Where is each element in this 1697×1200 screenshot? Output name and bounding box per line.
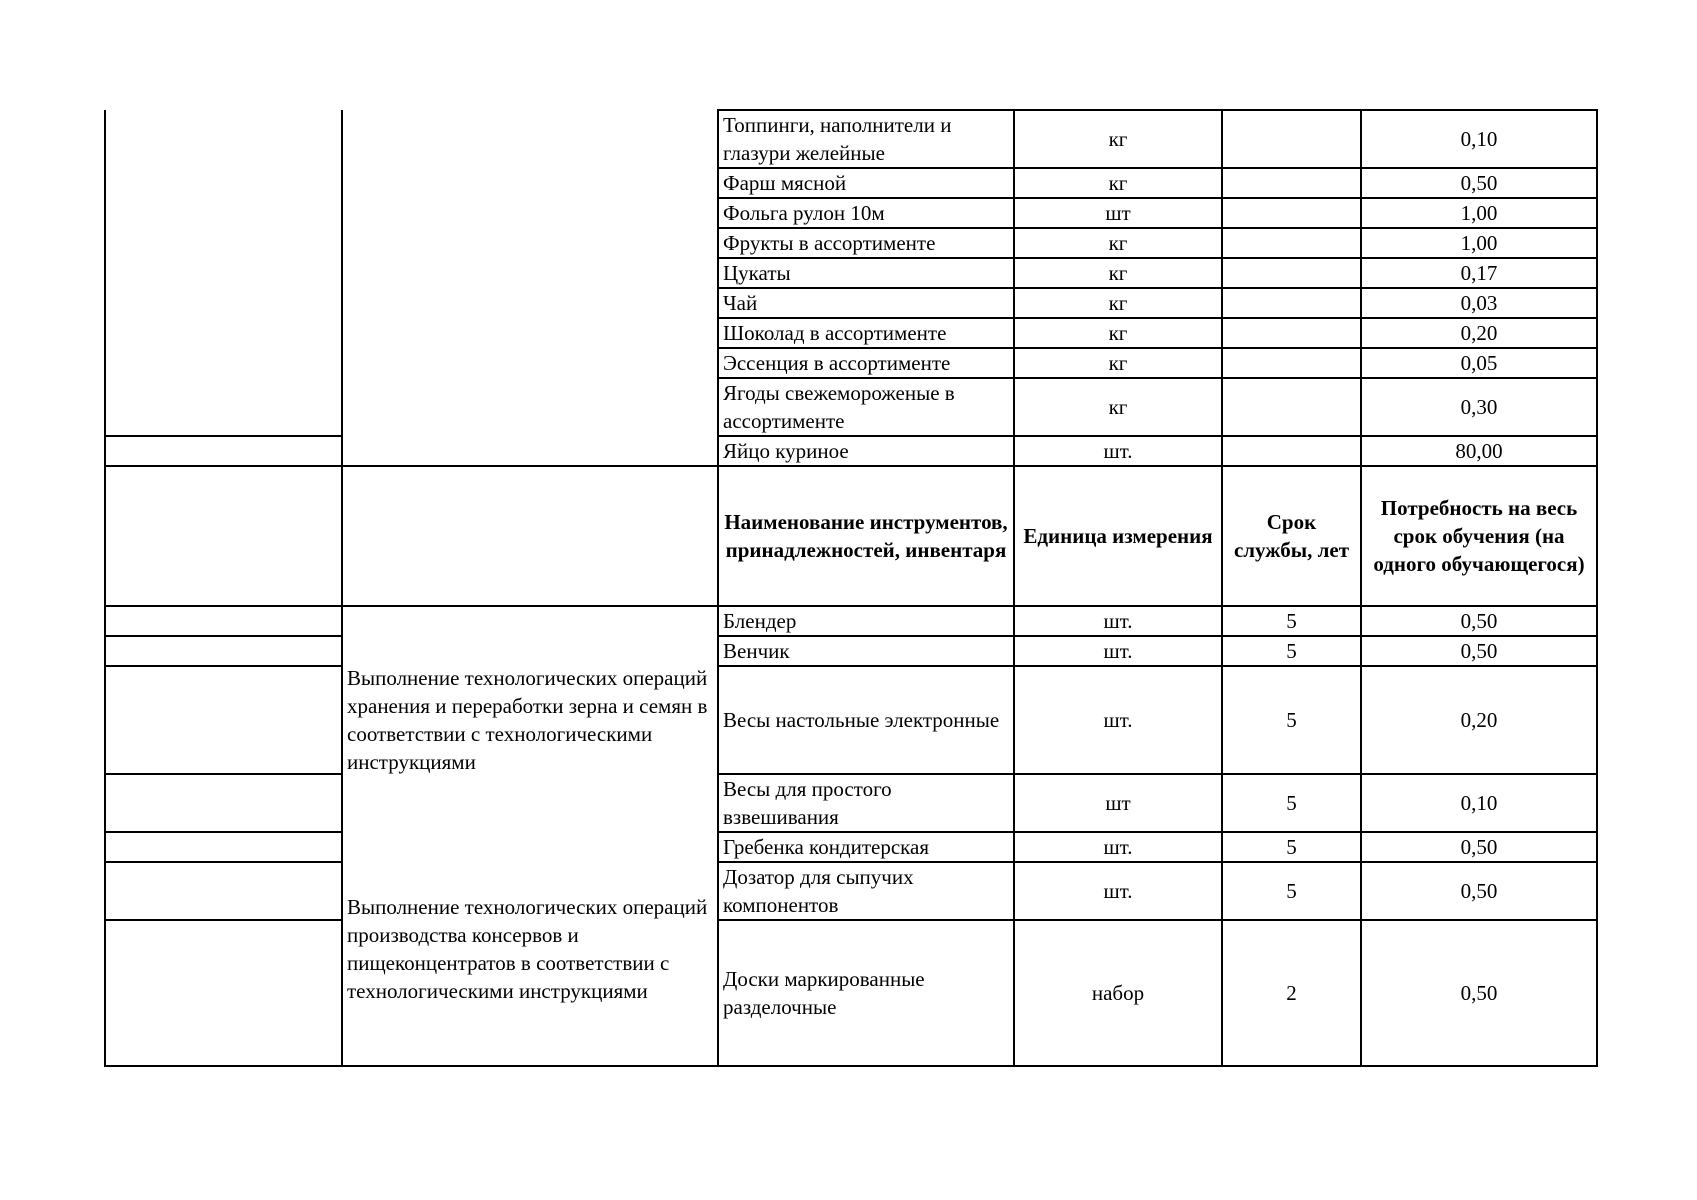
item-unit: кг bbox=[1014, 318, 1222, 348]
code-cell bbox=[105, 920, 342, 1066]
tool-unit: шт. bbox=[1014, 862, 1222, 920]
item-qty: 1,00 bbox=[1361, 198, 1597, 228]
table-row bbox=[105, 666, 1597, 774]
item-name: Цукаты bbox=[718, 258, 1014, 288]
operation-storage: Выполнение технологических операций хранения и переработки зерна и семян в соответствии с технологическими инструкциями bbox=[342, 606, 718, 832]
tool-life: 5 bbox=[1222, 832, 1361, 862]
item-name: Яйцо куриное bbox=[718, 436, 1014, 466]
tool-qty: 0,50 bbox=[1361, 832, 1597, 862]
item-qty: 1,00 bbox=[1361, 228, 1597, 258]
item-life bbox=[1222, 318, 1361, 348]
item-name: Ягоды свежемороженые в ассортименте bbox=[718, 378, 1014, 436]
table-row bbox=[105, 606, 1597, 636]
table-row bbox=[105, 920, 1597, 1066]
item-unit: шт. bbox=[1014, 436, 1222, 466]
tool-life: 5 bbox=[1222, 862, 1361, 920]
tool-life: 5 bbox=[1222, 666, 1361, 774]
operation-cell bbox=[342, 466, 718, 606]
tool-name: Дозатор для сыпучих компонентов bbox=[718, 862, 1014, 920]
tool-life: 5 bbox=[1222, 606, 1361, 636]
tool-qty: 0,50 bbox=[1361, 636, 1597, 666]
tool-unit: шт. bbox=[1014, 606, 1222, 636]
code-cell bbox=[105, 606, 342, 636]
tool-life: 5 bbox=[1222, 774, 1361, 832]
item-unit: кг bbox=[1014, 168, 1222, 198]
item-unit: кг bbox=[1014, 348, 1222, 378]
item-qty: 0,50 bbox=[1361, 168, 1597, 198]
tool-name: Гребенка кондитерская bbox=[718, 832, 1014, 862]
tool-qty: 0,20 bbox=[1361, 666, 1597, 774]
tool-qty: 0,10 bbox=[1361, 774, 1597, 832]
item-life bbox=[1222, 436, 1361, 466]
item-name: Фарш мясной bbox=[718, 168, 1014, 198]
code-cell bbox=[105, 436, 342, 466]
item-life bbox=[1222, 348, 1361, 378]
table-row bbox=[105, 774, 1597, 832]
item-unit: шт bbox=[1014, 198, 1222, 228]
item-name: Чай bbox=[718, 288, 1014, 318]
tool-name: Весы для простого взвешивания bbox=[718, 774, 1014, 832]
table-row bbox=[105, 110, 1597, 168]
item-life bbox=[1222, 288, 1361, 318]
item-life bbox=[1222, 258, 1361, 288]
tool-unit: шт. bbox=[1014, 636, 1222, 666]
tool-unit: набор bbox=[1014, 920, 1222, 1066]
item-name: Шоколад в ассортименте bbox=[718, 318, 1014, 348]
item-qty: 80,00 bbox=[1361, 436, 1597, 466]
item-life bbox=[1222, 228, 1361, 258]
item-life bbox=[1222, 110, 1361, 168]
equipment-table bbox=[104, 109, 1598, 1067]
tool-unit: шт. bbox=[1014, 666, 1222, 774]
code-cell bbox=[105, 110, 342, 436]
table-row bbox=[105, 862, 1597, 920]
tool-life: 2 bbox=[1222, 920, 1361, 1066]
code-cell bbox=[105, 774, 342, 832]
item-qty: 0,20 bbox=[1361, 318, 1597, 348]
item-qty: 0,05 bbox=[1361, 348, 1597, 378]
column-header-unit: Единица измерения bbox=[1014, 466, 1222, 606]
item-name: Топпинги, наполнители и глазури желейные bbox=[718, 110, 1014, 168]
tool-name: Блендер bbox=[718, 606, 1014, 636]
item-life bbox=[1222, 198, 1361, 228]
table-row bbox=[105, 436, 1597, 466]
item-qty: 0,03 bbox=[1361, 288, 1597, 318]
column-header-name: Наименование инструментов, принадлежностей, инвентаря bbox=[718, 466, 1014, 606]
tool-name: Доски маркированные разделочные bbox=[718, 920, 1014, 1066]
column-header-qty: Потребность на весь срок обучения (на одного обучающегося) bbox=[1361, 466, 1597, 606]
table-row bbox=[105, 636, 1597, 666]
tool-qty: 0,50 bbox=[1361, 862, 1597, 920]
item-name: Эссенция в ассортименте bbox=[718, 348, 1014, 378]
tool-name: Венчик bbox=[718, 636, 1014, 666]
item-name: Фрукты в ассортименте bbox=[718, 228, 1014, 258]
item-qty: 0,30 bbox=[1361, 378, 1597, 436]
tool-unit: шт bbox=[1014, 774, 1222, 832]
tool-life: 5 bbox=[1222, 636, 1361, 666]
tool-qty: 0,50 bbox=[1361, 606, 1597, 636]
code-cell bbox=[105, 466, 342, 606]
item-unit: кг bbox=[1014, 110, 1222, 168]
item-unit: кг bbox=[1014, 378, 1222, 436]
item-life bbox=[1222, 168, 1361, 198]
column-header-life: Срок службы, лет bbox=[1222, 466, 1361, 606]
operation-canning: Выполнение технологических операций производства консервов и пищеконцентратов в соответствии с технологическими инструкциями bbox=[342, 832, 718, 1066]
item-qty: 0,10 bbox=[1361, 110, 1597, 168]
code-cell bbox=[105, 666, 342, 774]
code-cell bbox=[105, 636, 342, 666]
item-unit: кг bbox=[1014, 228, 1222, 258]
item-unit: кг bbox=[1014, 288, 1222, 318]
tool-unit: шт. bbox=[1014, 832, 1222, 862]
code-cell bbox=[105, 862, 342, 920]
item-unit: кг bbox=[1014, 258, 1222, 288]
item-life bbox=[1222, 378, 1361, 436]
table-header-row bbox=[105, 466, 1597, 606]
tool-qty: 0,50 bbox=[1361, 920, 1597, 1066]
item-name: Фольга рулон 10м bbox=[718, 198, 1014, 228]
table-row bbox=[105, 832, 1597, 862]
item-qty: 0,17 bbox=[1361, 258, 1597, 288]
code-cell bbox=[105, 832, 342, 862]
tool-name: Весы настольные электронные bbox=[718, 666, 1014, 774]
operation-cell bbox=[342, 110, 718, 466]
